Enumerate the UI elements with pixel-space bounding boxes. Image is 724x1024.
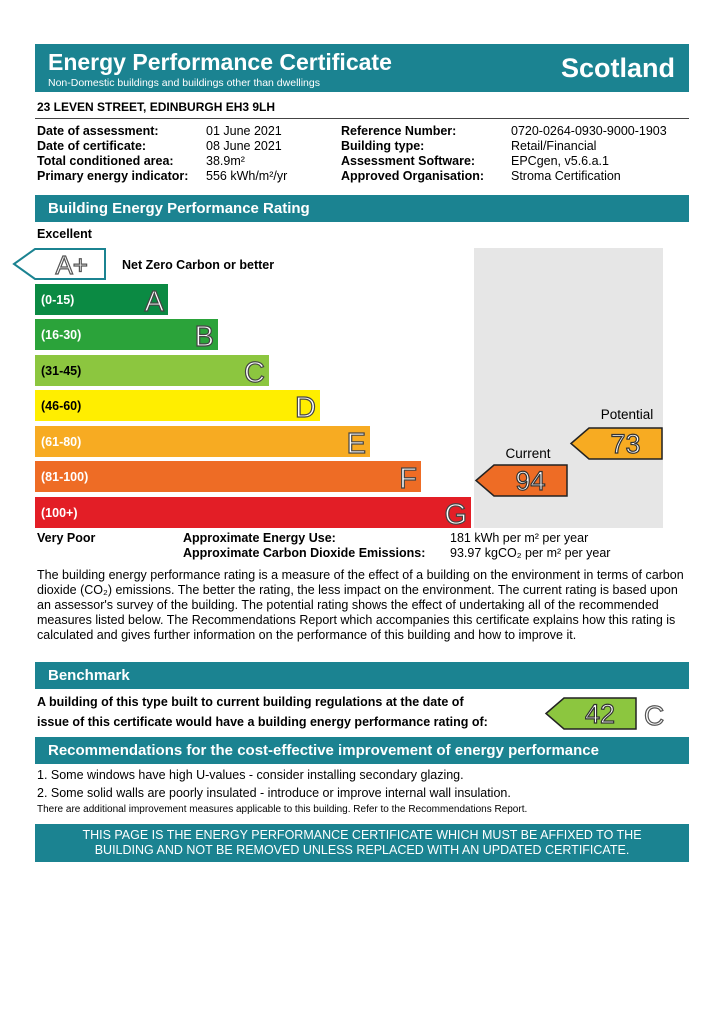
- potential-rating-label: Potential: [600, 407, 654, 422]
- band-letter-g: G: [444, 499, 467, 531]
- benchmark-text-line2: issue of this certificate would have a building energy performance rating of:: [37, 715, 488, 729]
- recommendation-item: 2. Some solid walls are poorly insulated - introduce or improve internal wall insulation.: [37, 786, 511, 800]
- detail-label: Approved Organisation:: [341, 169, 485, 183]
- band-letter-b: B: [194, 321, 214, 353]
- detail-label: Building type:: [341, 139, 425, 153]
- benchmark-rating-value: 42: [584, 699, 616, 729]
- band-bar-f: [35, 461, 421, 492]
- detail-label: Reference Number:: [341, 124, 457, 138]
- reference-number: 0720-0264-0930-9000-1903: [511, 124, 667, 138]
- affix-notice-line1: THIS PAGE IS THE ENERGY PERFORMANCE CERTIFICATE WHICH MUST BE AFFIXED TO THE: [82, 828, 642, 842]
- energy-use-label: Approximate Energy Use:: [183, 531, 336, 545]
- band-range-a: (0-15): [41, 293, 75, 307]
- certificate-header: [35, 44, 689, 92]
- benchmark-band-letter: C: [644, 700, 665, 731]
- address-divider: [35, 118, 689, 119]
- benchmark-indicator: [540, 694, 670, 734]
- band-letter-f: F: [399, 463, 417, 495]
- band-bar-g: [35, 497, 471, 528]
- primary-energy-indicator: 556 kWh/m²/yr: [206, 169, 288, 183]
- conditioned-area: 38.9m²: [206, 154, 245, 168]
- band-range-e: (61-80): [41, 435, 82, 449]
- recommendations-header: [35, 737, 689, 764]
- certificate-title: Energy Performance Certificate: [48, 49, 392, 75]
- band-range-f: (81-100): [41, 470, 89, 484]
- building-type: Retail/Financial: [511, 139, 597, 153]
- current-rating-label: Current: [505, 446, 551, 461]
- details-left-values: [206, 124, 287, 184]
- band-bar-e: [35, 426, 370, 457]
- band-range-d: (46-60): [41, 399, 82, 413]
- benchmark-header: [35, 662, 689, 689]
- potential-rating-value: 73: [610, 429, 641, 459]
- detail-label: Primary energy indicator:: [37, 169, 189, 183]
- current-rating-value: 94: [515, 466, 546, 496]
- co2-label: Approximate Carbon Dioxide Emissions:: [183, 546, 426, 560]
- approved-organisation: Stroma Certification: [511, 169, 621, 183]
- detail-label: Total conditioned area:: [37, 154, 174, 168]
- details-right-values: [511, 124, 667, 184]
- detail-label: Date of assessment:: [37, 124, 159, 138]
- recommendation-item: 1. Some windows have high U-values - consider installing secondary glazing.: [37, 768, 464, 782]
- details-left-labels: [37, 124, 188, 184]
- assessment-software: EPCgen, v5.6.a.1: [511, 154, 609, 168]
- assessment-date: 01 June 2021: [206, 124, 282, 138]
- excellent-label: Excellent: [37, 227, 92, 241]
- affix-notice-line2: BUILDING AND NOT BE REMOVED UNLESS REPLACED WITH AN UPDATED CERTIFICATE.: [94, 843, 630, 857]
- detail-label: Date of certificate:: [37, 139, 147, 153]
- band-letter-a: A: [144, 286, 164, 318]
- recommendations-title: Recommendations for the cost-effective improvement of energy performance: [48, 742, 599, 759]
- certificate-subtitle: Non-Domestic buildings and buildings other than dwellings: [48, 77, 320, 89]
- details-right-labels: [341, 124, 484, 184]
- energy-use-value: 181 kWh per m² per year: [450, 531, 589, 545]
- band-range-b: (16-30): [41, 328, 82, 342]
- band-range-g: (100+): [41, 506, 78, 520]
- certificate-date: 08 June 2021: [206, 139, 282, 153]
- band-letter-d: D: [295, 392, 316, 424]
- co2-value: 93.97 kgCO₂ per m² per year: [450, 546, 611, 560]
- net-zero-label: Net Zero Carbon or better: [122, 258, 275, 272]
- band-letter-a-plus: A+: [55, 250, 88, 280]
- property-address: 23 LEVEN STREET, EDINBURGH EH3 9LH: [37, 100, 276, 114]
- recommendations-note: There are additional improvement measures applicable to this building. Refer to the Recommendations Report.: [37, 804, 528, 815]
- rating-section-header: [35, 195, 689, 222]
- energy-rating-scale: [0, 240, 724, 532]
- band-letter-e: E: [346, 428, 366, 460]
- very-poor-label: Very Poor: [37, 531, 96, 545]
- band-letter-c: C: [244, 357, 265, 389]
- rating-description: The building energy performance rating is a measure of the effect of a building on the environment in terms of carbon dioxide (CO₂) emissions. The better the rating, the less impact on the environment. The current rating is based upon an assessor's survey of the building. The potential rating shows the effect of undertaking all of the recommended measures listed below. The Recommendations Report which accompanies this certificate explains how this rating is calculated and gives further information on the performance of this building and how to improve it.: [37, 568, 684, 642]
- band-range-c: (31-45): [41, 364, 82, 378]
- benchmark-text-line1: A building of this type built to current building regulations at the date of: [37, 695, 464, 709]
- benchmark-title: Benchmark: [48, 667, 130, 684]
- region-label: Scotland: [560, 53, 675, 83]
- rating-section-title: Building Energy Performance Rating: [48, 200, 310, 217]
- detail-label: Assessment Software:: [341, 154, 476, 168]
- affix-notice-banner: [35, 824, 689, 862]
